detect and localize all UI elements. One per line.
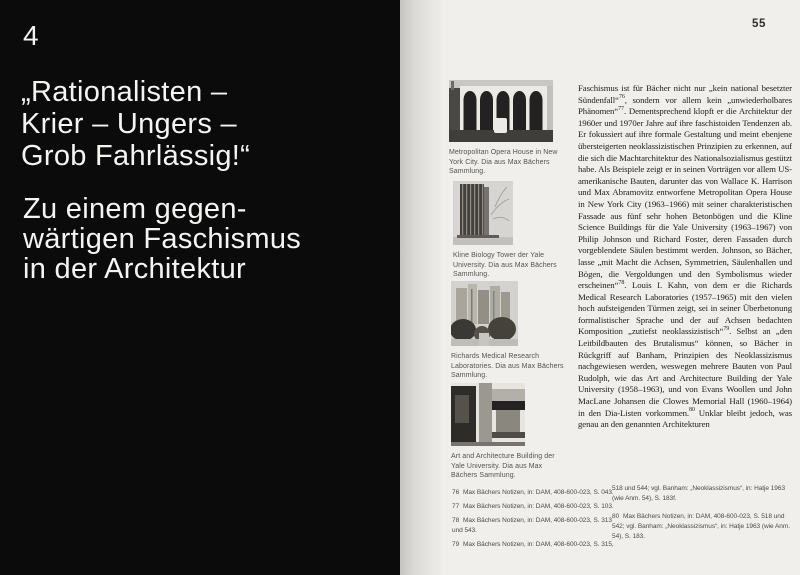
chapter-title-line: Grob Fahrlässig!“ — [21, 140, 251, 172]
chapter-subtitle-line: Zu einem gegen- — [23, 193, 247, 225]
right-page — [400, 0, 800, 575]
figure-caption: Art and Architecture Building der Yale University. Dia aus Max Bächers Sammlung. — [451, 453, 555, 479]
footnote-text: Max Bächers Notizen, in: DAM, 408-600-023, S. 313 und 543. — [452, 517, 612, 534]
footnote-number: 78 — [452, 517, 460, 524]
footnote-text: Max Bächers Notizen, in: DAM, 408-600-023, S. 518 und 542; vgl. Banham: „Neoklassizismus“, in: Hatje 1963 (wie Anm. 54), S. 183. — [612, 513, 790, 540]
footnote-text: Max Bächers Notizen, in: DAM, 408-600-023, S. 315, — [463, 541, 614, 548]
chapter-subtitle — [23, 194, 301, 284]
chapter-title — [21, 76, 250, 172]
figure-kline-biology-tower — [453, 181, 567, 280]
chapter-title-line: Krier – Ungers – — [21, 108, 237, 140]
footnote-79-continued — [612, 484, 790, 504]
metropolitan-opera-house-photo — [449, 80, 553, 142]
footnotes-left-column — [452, 488, 624, 554]
chapter-subtitle-line: wärtigen Faschismus — [23, 223, 302, 255]
figure-caption: Richards Medical Research Laboratories. Dia aus Max Bächers Sammlung. — [451, 353, 564, 379]
footnotes-right-column — [612, 484, 790, 550]
footnote-number: 80 — [612, 513, 620, 520]
left-page-number: 4 — [23, 20, 40, 51]
footnote-number: 76 — [452, 489, 460, 496]
figure-caption: Metropolitan Opera House in New York City. Dia aus Max Bächers Sammlung. — [449, 149, 558, 175]
figure-caption: Kline Biology Tower der Yale University. Dia aus Max Bächers Sammlung. — [453, 252, 557, 278]
art-and-architecture-building-photo — [451, 383, 525, 446]
body-text: Faschismus ist für Bächer nicht nur „kein national besetzter Sündenfall“$^{76}$, sondern vor allem kein „unwiederholbares Phänomen“$^{77}$. Dementsprechend klopft er die Architektur der 1960er und 1970er Jahre auf ihre faschistoiden Tendenzen ab. Er fokussiert auf ihre formale Gestaltung und meint ebenjene übersteigerten neoklassizistischen Prinzipien zu erkennen, auf die sich die Machtarchitektur des Nationalsozialismus gestützt habe. Als Beispiele zeigt er in seinen Vorträgen vor allem US-amerikanische Bauten, darunter das von Wallace K. Harrison und Max Abramovitz entworfene Metropolitan Opera House in New York City (1963–1966) mit seiner charakteristischen Fassade aus fünf sehr hohen Betonbögen und die Kline Science Buildings für die Yale University (1963–1967) von Philip Johnson und Richard Foster, deren Fassaden durch vorgeblendete Säulen bestimmt werden. Johnson, so Bächer, lasse „mit Macht die Achsen, Symmetrien, Säulenhallen und Bögen, die Vergoldungen und den Symbolismus wieder erscheinen“$^{78}$. Louis I. Kahn, von dem er die Richards Medical Research Laboratories (1957–1965) mit den vielen hoch aufsteigenden Türmen zeigt, sei in seiner Überbetonung formalistischer Sprache und der auf Achsen bedachten Komposition „zutiefst neoklassizistisch“$^{79}$. Selbst an „den Leitbildbauten des Brutalismus“ können, so Bächer in Rückgriff auf Banham, Prinzipien des Neoklassizismus nachgewiesen werden, weswegen mehrere Bauten von Paul Rudolph, wie das Art and Architecture Building der Yale University (1958–1963), und von Evans Woollen und John MacLane Johansen die Clowes Memorial Hall (1960–1964) in den Dia-Listen vorkommen.$^{80}$ Unklar bleibt jedoch, was genau an den genannten Architekturen — [578, 83, 792, 430]
right-page-number: 55 — [752, 18, 766, 30]
footnote-text: Max Bächers Notizen, in: DAM, 408-600-023, S. 103. — [463, 503, 614, 510]
footnote-number: 79 — [452, 541, 460, 548]
footnote-text: Max Bächers Notizen, in: DAM, 408-600-023, S. 043. — [463, 489, 614, 496]
kline-biology-tower-photo — [453, 181, 513, 245]
footnote-79 — [452, 540, 624, 550]
footnote-77 — [452, 502, 624, 512]
footnote-text: 518 und 544; vgl. Banham: „Neoklassizismus“, in: Hatje 1963 (wie Anm. 54), S. 183f. — [612, 485, 786, 502]
footnote-76 — [452, 488, 624, 498]
figure-art-and-architecture-building — [451, 383, 565, 481]
footnote-78 — [452, 516, 624, 536]
richards-laboratories-photo — [451, 281, 518, 346]
chapter-title-line: „Rationalisten – — [21, 76, 228, 108]
footnote-80 — [612, 512, 790, 542]
footnote-number: 77 — [452, 503, 460, 510]
figure-metropolitan-opera-house — [449, 80, 563, 177]
figure-richards-medical-research-laboratories — [451, 281, 565, 381]
chapter-subtitle-line: in der Architektur — [23, 253, 246, 285]
